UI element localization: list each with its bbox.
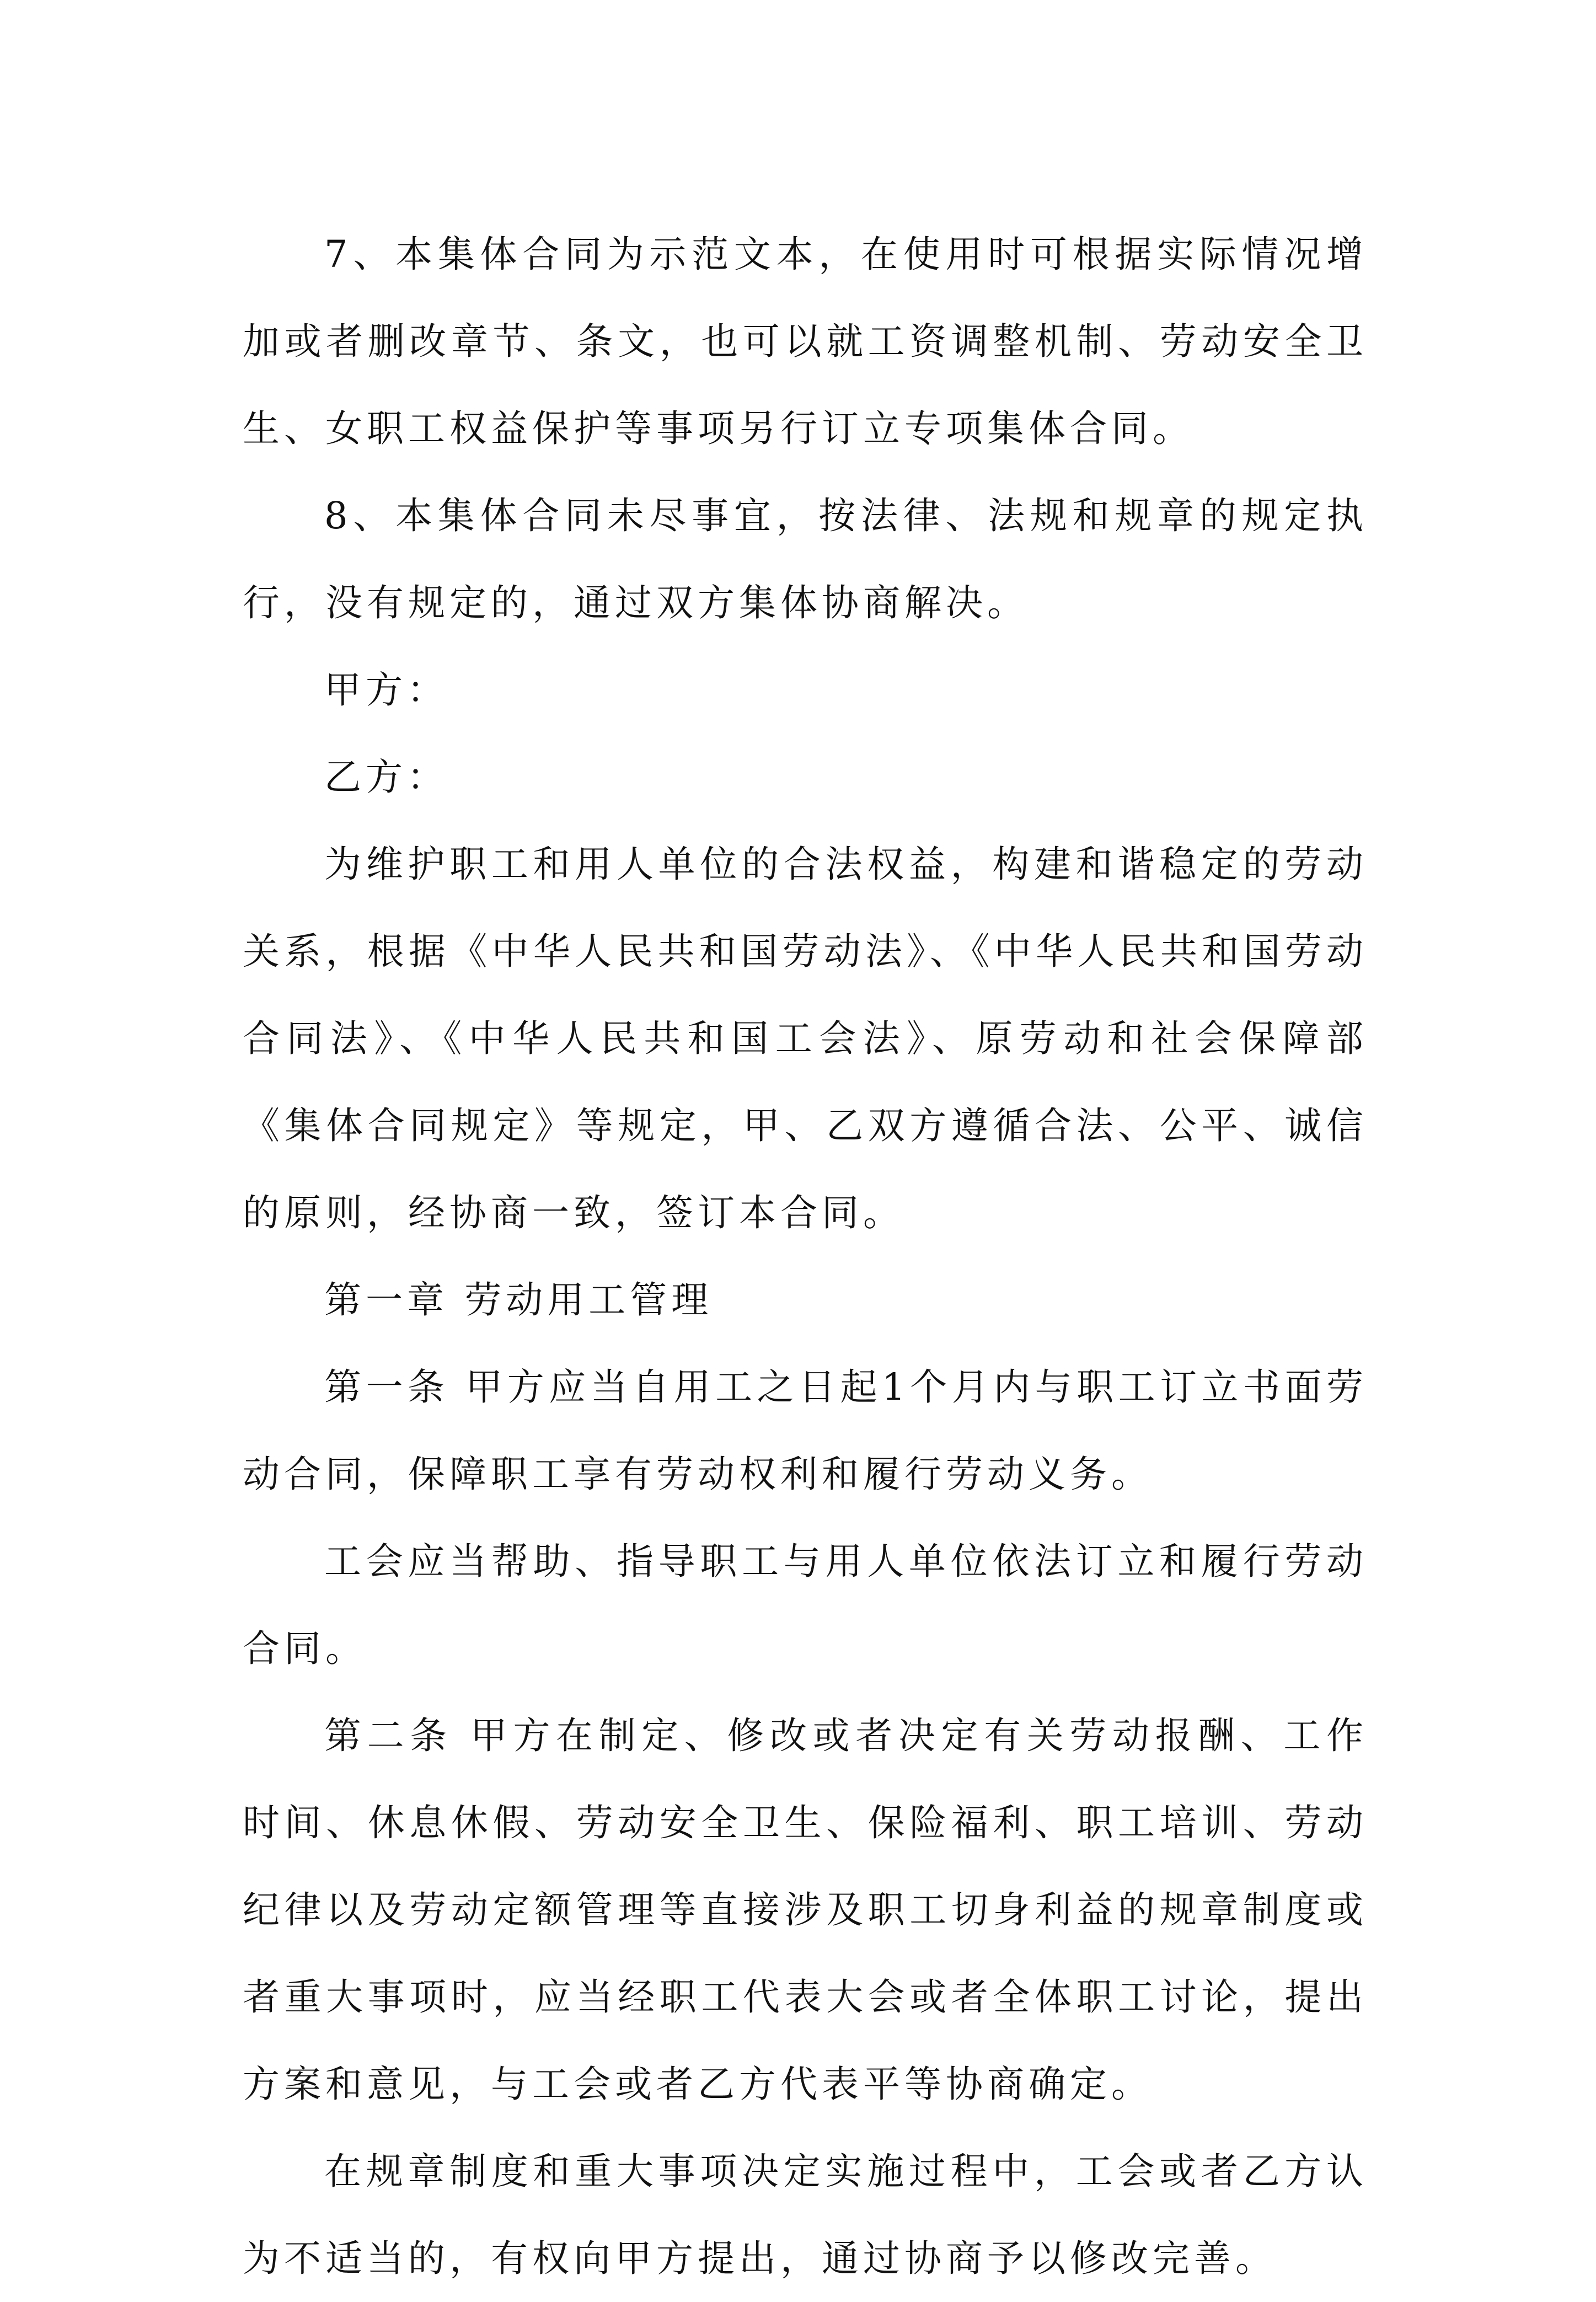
chapter-1-heading: 第一章 劳动用工管理: [324, 1278, 713, 1321]
party-b-label: 乙方：: [324, 756, 448, 799]
party-a-label: 甲方：: [324, 668, 448, 711]
document-body: [243, 211, 1368, 2302]
paragraph-clause-7: 7、本集体合同为示范文本，在使用时可根据实际情况增加或者删改章节、条文，也可以就工资调整机制、劳动安全卫生、女职工权益保护等事项另行订立专项集体合同。: [243, 233, 1368, 450]
article-1-paragraph: 第一条 甲方应当自用工之日起1个月内与职工订立书面劳动合同，保障职工享有劳动权利和履行劳动义务。: [243, 1366, 1368, 1496]
paragraph-clause-8: 8、本集体合同未尽事宜，按法律、法规和规章的规定执行，没有规定的，通过双方集体协商解决。: [243, 494, 1368, 624]
preamble-paragraph: 为维护职工和用人单位的合法权益，构建和谐稳定的劳动关系，根据《中华人民共和国劳动法》、《中华人民共和国劳动合同法》、《中华人民共和国工会法》、原劳动和社会保障部《集体合同规定》等规定，甲、乙双方遵循合法、公平、诚信的原则，经协商一致，签订本合同。: [243, 843, 1368, 1234]
implementation-paragraph: 在规章制度和重大事项决定实施过程中，工会或者乙方认为不适当的，有权向甲方提出，通过协商予以修改完善。: [243, 2150, 1368, 2280]
article-2-paragraph: 第二条 甲方在制定、修改或者决定有关劳动报酬、工作时间、休息休假、劳动安全卫生、保险福利、职工培训、劳动纪律以及劳动定额管理等直接涉及职工切身利益的规章制度或者重大事项时，应当经职工代表大会或者全体职工讨论，提出方案和意见，与工会或者乙方代表平等协商确定。: [243, 1714, 1368, 2106]
union-guidance-paragraph: 工会应当帮助、指导职工与用人单位依法订立和履行劳动合同。: [243, 1540, 1368, 1670]
